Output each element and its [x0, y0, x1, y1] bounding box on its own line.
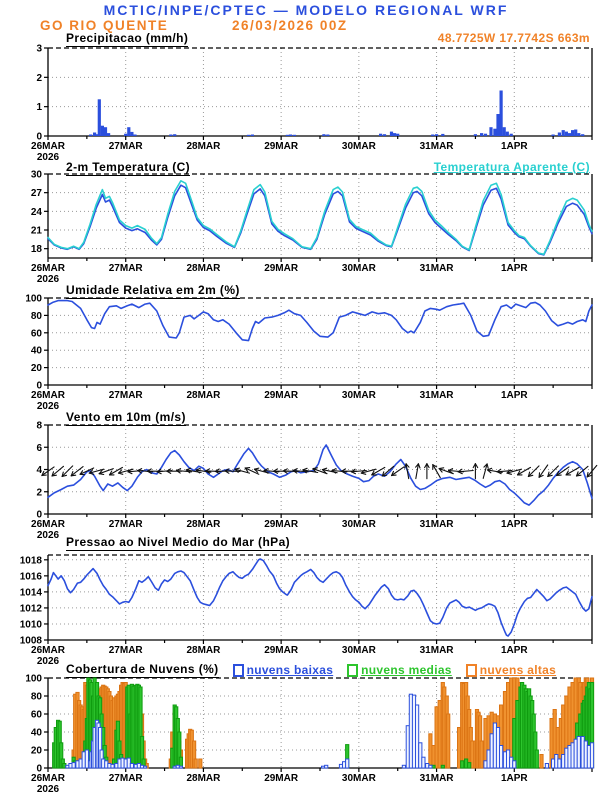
svg-text:1APR: 1APR — [500, 519, 528, 530]
svg-text:1016: 1016 — [19, 571, 42, 583]
station-name: GO RIO QUENTE — [40, 18, 169, 33]
svg-text:100: 100 — [25, 293, 42, 305]
svg-text:31MAR: 31MAR — [419, 645, 454, 656]
svg-text:20: 20 — [30, 745, 42, 757]
svg-text:30MAR: 30MAR — [341, 519, 376, 530]
legend-label: nuvens baixas — [246, 663, 334, 677]
year-label: 2026 — [36, 401, 60, 412]
series-vento-10m — [48, 445, 592, 505]
svg-text:2: 2 — [36, 487, 42, 499]
svg-text:26MAR: 26MAR — [31, 390, 65, 401]
humidity-chart — [0, 293, 612, 412]
series-precipitacao — [89, 91, 584, 137]
svg-text:28MAR: 28MAR — [186, 141, 221, 152]
svg-text:8: 8 — [36, 420, 42, 432]
y-axis — [25, 674, 48, 775]
svg-text:1010: 1010 — [19, 619, 42, 631]
svg-text:21: 21 — [30, 225, 42, 237]
panel-title-humidity: Umidade Relativa em 2m (%) — [66, 283, 240, 297]
svg-text:26MAR: 26MAR — [31, 263, 65, 274]
svg-text:29MAR: 29MAR — [264, 390, 299, 401]
svg-text:1018: 1018 — [19, 555, 42, 567]
station-coordinates: 48.7725W 17.7742S 663m — [437, 31, 590, 45]
legend-label: nuvens medias — [361, 663, 452, 677]
svg-text:18: 18 — [30, 244, 42, 256]
y-axis — [20, 555, 48, 646]
svg-text:1APR: 1APR — [500, 773, 528, 784]
nuvens-medias-swatch-icon — [347, 664, 358, 677]
y-axis — [36, 421, 48, 521]
svg-text:28MAR: 28MAR — [186, 390, 221, 401]
svg-text:31MAR: 31MAR — [419, 773, 454, 784]
wind-plot — [31, 421, 597, 542]
svg-text:27MAR: 27MAR — [108, 519, 143, 530]
year-label: 2026 — [36, 656, 60, 667]
svg-text:26MAR: 26MAR — [31, 519, 65, 530]
svg-text:24: 24 — [30, 206, 42, 218]
svg-text:1008: 1008 — [19, 635, 42, 647]
svg-text:30MAR: 30MAR — [341, 141, 376, 152]
wind-barbs — [42, 464, 597, 479]
x-axis — [31, 768, 592, 792]
svg-text:28MAR: 28MAR — [186, 773, 221, 784]
svg-text:30MAR: 30MAR — [341, 645, 376, 656]
svg-text:27: 27 — [30, 188, 42, 200]
x-axis — [31, 258, 592, 285]
svg-text:40: 40 — [30, 727, 42, 739]
svg-text:26MAR: 26MAR — [31, 773, 65, 784]
x-axis — [31, 385, 592, 412]
legend-nuvens-altas — [466, 663, 556, 677]
clouds-chart — [0, 673, 612, 792]
svg-text:1APR: 1APR — [500, 141, 528, 152]
svg-text:28MAR: 28MAR — [186, 519, 221, 530]
series-temperatura-aparente — [48, 181, 592, 255]
wind-chart — [0, 420, 612, 541]
panel-title-wind: Vento em 10m (m/s) — [66, 410, 186, 424]
svg-text:60: 60 — [30, 328, 42, 340]
nuvens-baixas-swatch-icon — [233, 664, 244, 677]
svg-text:31MAR: 31MAR — [419, 519, 454, 530]
svg-text:1012: 1012 — [19, 603, 42, 615]
panel-title-precipitation: Precipitacao (mm/h) — [66, 31, 189, 45]
svg-text:2: 2 — [36, 72, 42, 84]
svg-text:0: 0 — [36, 131, 42, 143]
y-axis — [25, 294, 48, 392]
svg-text:30: 30 — [30, 169, 42, 181]
svg-text:29MAR: 29MAR — [264, 141, 299, 152]
svg-text:27MAR: 27MAR — [108, 141, 143, 152]
humidity-plot — [25, 294, 592, 413]
pressure-plot — [20, 555, 592, 667]
temperature-chart — [0, 169, 612, 285]
svg-text:20: 20 — [30, 363, 42, 375]
header-title: MCTIC/INPE/CPTEC — MODELO REGIONAL WRF — [103, 2, 509, 18]
svg-text:0: 0 — [36, 509, 42, 521]
svg-text:31MAR: 31MAR — [419, 390, 454, 401]
year-label: 2026 — [36, 784, 60, 792]
svg-text:1APR: 1APR — [500, 390, 528, 401]
legend-nuvens-medias — [347, 663, 452, 677]
svg-text:31MAR: 31MAR — [419, 141, 454, 152]
svg-text:28MAR: 28MAR — [186, 263, 221, 274]
year-label: 2026 — [36, 152, 60, 163]
panel-title-clouds: Cobertura de Nuvens (%) — [66, 662, 219, 676]
svg-text:27MAR: 27MAR — [108, 773, 143, 784]
svg-text:4: 4 — [36, 465, 42, 476]
svg-text:31MAR: 31MAR — [419, 263, 454, 274]
svg-text:27MAR: 27MAR — [108, 390, 143, 401]
svg-text:40: 40 — [30, 345, 42, 357]
svg-text:60: 60 — [30, 709, 42, 721]
temperature-plot — [31, 170, 592, 286]
svg-text:1APR: 1APR — [500, 645, 528, 656]
panel-title-temperature: 2-m Temperatura (C) — [66, 160, 191, 174]
svg-text:29MAR: 29MAR — [264, 645, 299, 656]
svg-text:0: 0 — [36, 380, 42, 392]
svg-text:29MAR: 29MAR — [264, 263, 299, 274]
svg-text:1APR: 1APR — [500, 263, 528, 274]
x-axis — [31, 136, 592, 163]
svg-text:30MAR: 30MAR — [341, 263, 376, 274]
precipitation-plot — [31, 44, 592, 164]
precipitation-chart — [0, 43, 612, 163]
svg-text:27MAR: 27MAR — [108, 263, 143, 274]
svg-text:80: 80 — [30, 310, 42, 322]
pressure-chart — [0, 553, 612, 667]
svg-text:29MAR: 29MAR — [264, 519, 299, 530]
series-2-m-temperatura — [48, 185, 592, 255]
svg-text:28MAR: 28MAR — [186, 645, 221, 656]
svg-text:80: 80 — [30, 691, 42, 703]
svg-text:1014: 1014 — [19, 587, 42, 599]
svg-text:6: 6 — [36, 442, 42, 454]
svg-text:30MAR: 30MAR — [341, 390, 376, 401]
svg-text:30MAR: 30MAR — [341, 773, 376, 784]
y-axis — [36, 44, 48, 143]
panel-title-pressure: Pressao ao Nivel Medio do Mar (hPa) — [66, 535, 291, 549]
run-datetime: 26/03/2026 00Z — [232, 18, 348, 33]
svg-text:27MAR: 27MAR — [108, 645, 143, 656]
svg-text:3: 3 — [36, 43, 42, 55]
legend-nuvens-baixas — [233, 663, 334, 677]
year-label: 2026 — [36, 274, 60, 285]
svg-text:100: 100 — [25, 673, 42, 685]
svg-text:1: 1 — [36, 102, 42, 114]
clouds-plot — [25, 674, 593, 792]
y-axis — [31, 170, 48, 256]
svg-text:29MAR: 29MAR — [264, 773, 299, 784]
nuvens-altas-swatch-icon — [466, 664, 477, 677]
svg-text:26MAR: 26MAR — [31, 645, 65, 656]
series-umidade-relativa — [48, 301, 592, 341]
svg-text:26MAR: 26MAR — [31, 141, 65, 152]
year-label: 2026 — [36, 530, 60, 541]
legend-label: nuvens altas — [479, 663, 557, 677]
svg-text:0: 0 — [36, 763, 42, 775]
legend-temperatura-aparente: Temperatura Aparente (C) — [433, 160, 590, 174]
